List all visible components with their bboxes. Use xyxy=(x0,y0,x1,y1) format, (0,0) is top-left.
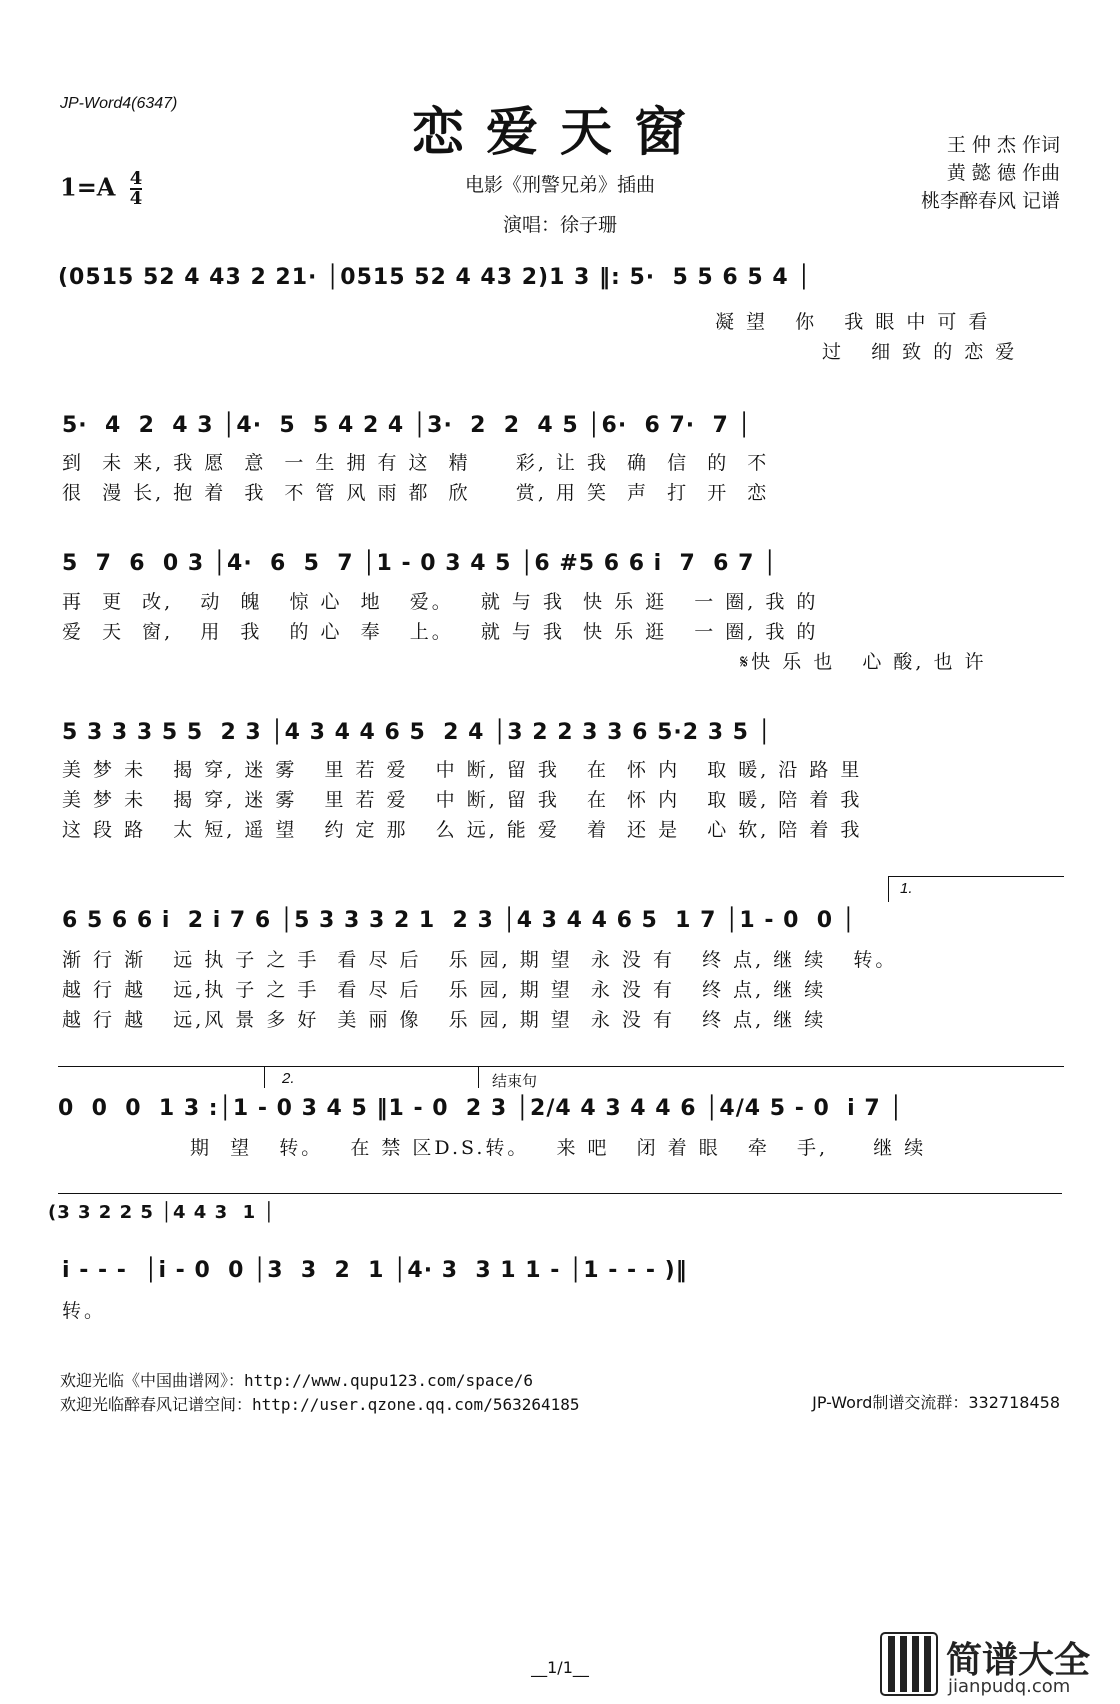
lyrics-row-2-verse-1: 到 未 来, 我 愿 意 一 生 拥 有 这 精 彩, 让 我 确 信 的 不 xyxy=(62,452,770,474)
notes-row-5: 6 5 6 6 i 2 i 7 6 │5 3 3 3 2 1 2 3 │4 3 4 4 6 5 1 7 │1 - 0 0 │ xyxy=(62,908,856,933)
time-top: 4 xyxy=(129,168,143,189)
software-tag: JP-Word4(6347) xyxy=(60,95,178,112)
site-logo xyxy=(880,1632,1110,1696)
piano-keys-icon xyxy=(880,1632,938,1696)
song-title: 恋爱天窗 xyxy=(411,102,708,163)
accompaniment-line xyxy=(58,1193,1062,1194)
lyrics-row-3-verse-2: 爱 天 窗, 用 我 的 心 奉 上。 就 与 我 快 乐 逛 一 圈, 我 的 xyxy=(62,621,819,643)
volta-1-hook xyxy=(888,876,889,902)
end-phrase-hook xyxy=(478,1066,479,1088)
singer: 演唱：徐子珊 xyxy=(502,214,617,236)
lyrics-row-5-verse-2: 越 行 越 远,执 子 之 手 看 尽 后 乐 园, 期 望 永 没 有 终 点, 继 续 xyxy=(62,979,827,1001)
accompaniment-notes-row-7: (3 3 2 2 5 │4 4 3 1 │ xyxy=(48,1202,276,1223)
volta-line-row-6 xyxy=(58,1066,1064,1067)
lyricist-credit: 王 仲 杰 作词 xyxy=(946,134,1060,156)
footer-space-link[interactable]: 欢迎光临醉春风记谱空间：http://user.qzone.qq.com/563264185 xyxy=(60,1395,580,1414)
lyrics-row-7-verse-1: 转。 xyxy=(62,1300,107,1322)
lyrics-row-5-verse-1: 渐 行 渐 远 执 子 之 手 看 尽 后 乐 园, 期 望 永 没 有 终 点, 继 续 转。 xyxy=(62,949,898,971)
notes-row-7: i - - - │i - 0 0 │3 3 2 1 │4· 3 3 1 1 - │1 - - - )‖ xyxy=(62,1258,688,1283)
lyrics-row-6-verse-1: 期 望 转。 在 禁 区D.S.转。 来 吧 闭 着 眼 牵 手, 继 续 xyxy=(190,1137,927,1159)
volta-2-label: 2. xyxy=(282,1070,295,1087)
notes-row-6: 0 0 0 1 3 :│1 - 0 3 4 5 ‖1 - 0 2 3 │2/4 4 3 4 4 6 │4/4 5 - 0 i 7 │ xyxy=(58,1096,904,1121)
logo-title: 简谱大全 xyxy=(946,1640,1091,1681)
lyrics-row-1-verse-1: 凝 望 你 我 眼 中 可 看 xyxy=(715,311,991,333)
volta-1-line xyxy=(888,876,1064,877)
notes-row-2: 5· 4 2 4 3 │4· 5 5 4 2 4 │3· 2 2 4 5 │6· 6 7· 7 │ xyxy=(62,413,752,438)
notes-row-3: 5 7 6 0 3 │4· 6 5 7 │1 - 0 3 4 5 │6 #5 6 6 i 7 6 7 │ xyxy=(62,551,778,576)
lyrics-row-2-verse-2: 很 漫 长, 抱 着 我 不 管 风 雨 都 欣 赏, 用 笑 声 打 开 恋 xyxy=(62,482,770,504)
lyrics-row-4-verse-3: 这 段 路 太 短, 遥 望 约 定 那 么 远, 能 爱 着 还 是 心 软, 陪 着 我 xyxy=(62,819,863,841)
logo-url: jianpudq.com xyxy=(948,1676,1071,1697)
volta-1-label: 1. xyxy=(900,880,913,897)
footer-website-link[interactable]: 欢迎光临《中国曲谱网》：http://www.qupu123.com/space/6 xyxy=(60,1371,533,1390)
transcriber-credit: 桃李醉春风 记谱 xyxy=(920,190,1060,212)
page-number: __1/1__ xyxy=(531,1658,589,1677)
notes-row-4: 5 3 3 3 5 5 2 3 │4 3 4 4 6 5 2 4 │3 2 2 3 3 6 5·2 3 5 │ xyxy=(62,720,772,745)
subtitle: 电影《刑警兄弟》插曲 xyxy=(464,174,655,196)
lyrics-row-4-verse-2: 美 梦 未 揭 穿, 迷 雾 里 若 爱 中 断, 留 我 在 怀 内 取 暖, 陪 着 我 xyxy=(62,789,863,811)
time-bottom: 4 xyxy=(129,188,143,209)
composer-credit: 黄 懿 德 作曲 xyxy=(946,162,1060,184)
key-label: 1=A xyxy=(60,172,116,202)
lyrics-row-3-verse-3: 𝄋快 乐 也 心 酸, 也 许 xyxy=(740,651,987,673)
lyrics-row-5-verse-3: 越 行 越 远,风 景 多 好 美 丽 像 乐 园, 期 望 永 没 有 终 点, 继 续 xyxy=(62,1009,827,1031)
end-phrase-label: 结束句 xyxy=(492,1072,538,1090)
notes-row-1: (0515 52 4 43 2 21· │0515 52 4 43 2)1 3 ‖: 5· 5 5 6 5 4 │ xyxy=(58,265,812,290)
lyrics-row-1-verse-2: 过 细 致 的 恋 爱 xyxy=(822,341,1018,363)
footer-group: JP-Word制谱交流群：332718458 xyxy=(812,1393,1060,1412)
volta-2-hook xyxy=(264,1066,265,1088)
lyrics-row-4-verse-1: 美 梦 未 揭 穿, 迷 雾 里 若 爱 中 断, 留 我 在 怀 内 取 暖, 沿 路 里 xyxy=(62,759,863,781)
lyrics-row-3-verse-1: 再 更 改, 动 魄 惊 心 地 爱。 就 与 我 快 乐 逛 一 圈, 我 的 xyxy=(62,591,819,613)
